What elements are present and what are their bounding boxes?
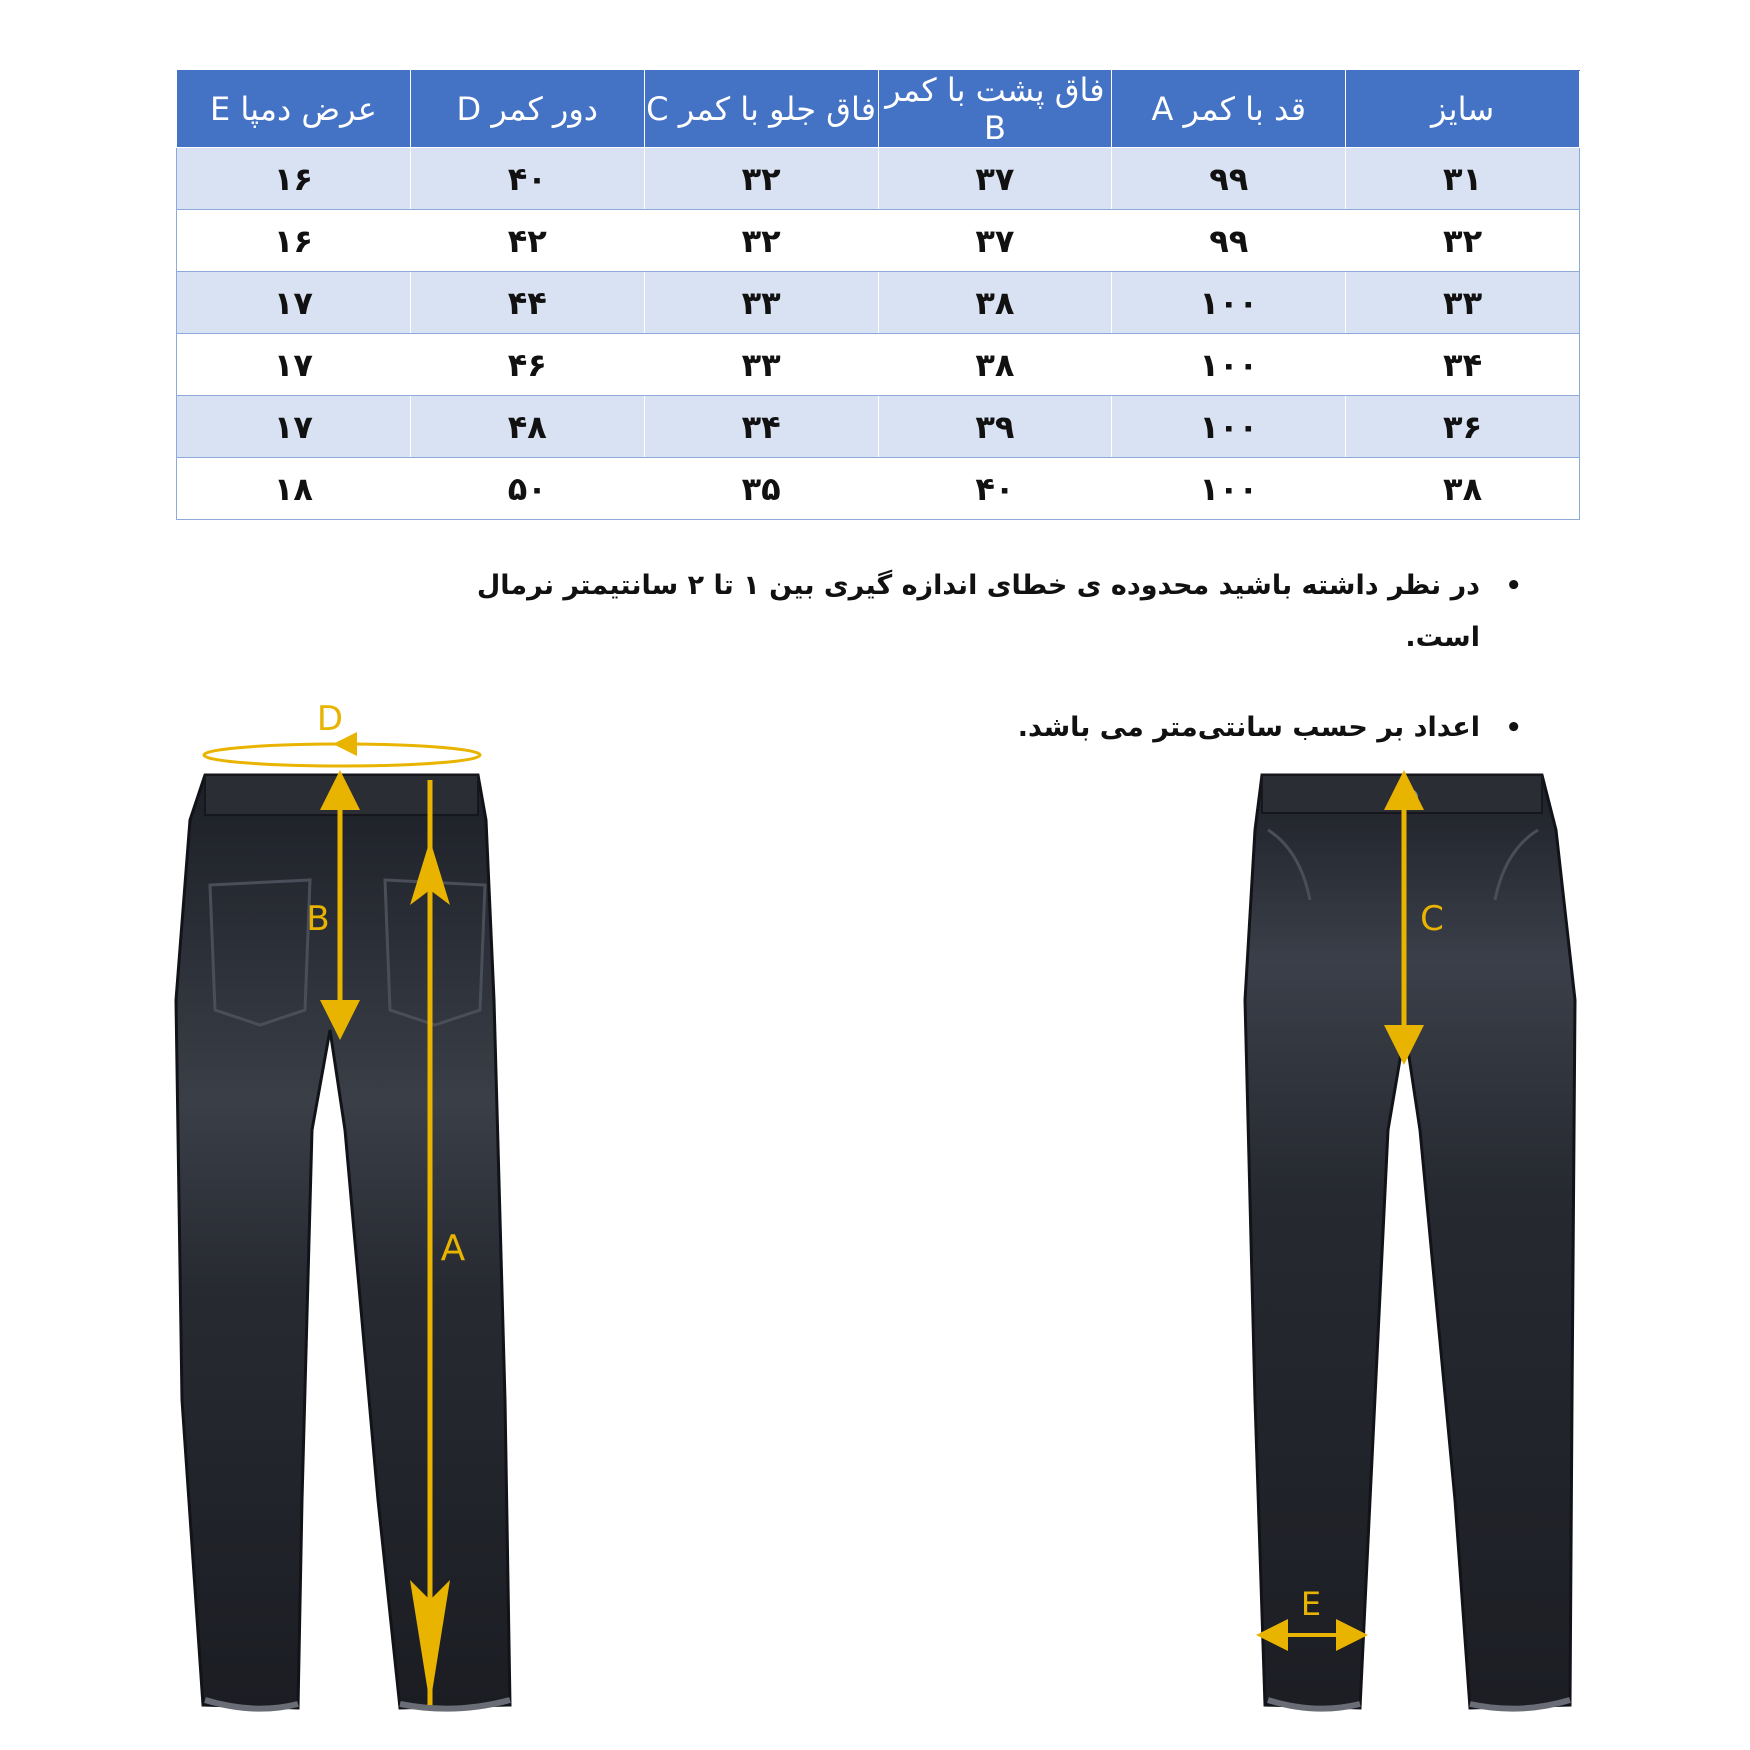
cell-waist: ۵۰ (410, 458, 644, 520)
cell-size: ۳۲ (1346, 210, 1580, 272)
cell-size: ۳۴ (1346, 334, 1580, 396)
cell-length: ۹۹ (1112, 210, 1346, 272)
cell-waist: ۴۴ (410, 272, 644, 334)
header-size: سایز (1346, 71, 1580, 148)
header-waist-d: دور کمر D (410, 71, 644, 148)
cell-hem-width: ۱۶ (177, 210, 411, 272)
waist-measure-ellipse (204, 744, 480, 766)
cell-front-rise: ۳۲ (644, 148, 878, 210)
header-front-rise-c: فاق جلو با کمر C (644, 71, 878, 148)
cell-hem-width: ۱۸ (177, 458, 411, 520)
cell-front-rise: ۳۴ (644, 396, 878, 458)
cell-hem-width: ۱۷ (177, 272, 411, 334)
label-c: C (1420, 899, 1444, 939)
cell-size: ۳۳ (1346, 272, 1580, 334)
cell-length: ۱۰۰ (1112, 272, 1346, 334)
cell-back-rise: ۳۹ (878, 396, 1112, 458)
cell-front-rise: ۳۳ (644, 272, 878, 334)
cell-waist: ۴۲ (410, 210, 644, 272)
cell-length: ۱۰۰ (1112, 396, 1346, 458)
label-d: D (316, 699, 344, 739)
jeans-front-view (1245, 775, 1575, 1709)
cell-back-rise: ۳۷ (878, 148, 1112, 210)
cell-waist: ۴۸ (410, 396, 644, 458)
cell-hem-width: ۱۷ (177, 396, 411, 458)
cell-hem-width: ۱۶ (177, 148, 411, 210)
cell-front-rise: ۳۳ (644, 334, 878, 396)
header-length-a: قد با کمر A (1112, 71, 1346, 148)
note-tolerance: • در نظر داشته باشید محدوده ی خطای اندازه گیری بین ۱ تا ۲ سانتیمتر نرمال است. (430, 560, 1530, 664)
jeans-front-shape (1245, 775, 1575, 1708)
cell-length: ۹۹ (1112, 148, 1346, 210)
cell-waist: ۴۶ (410, 334, 644, 396)
cell-size: ۳۱ (1346, 148, 1580, 210)
header-back-rise-b: فاق پشت با کمر B (878, 71, 1112, 148)
cell-size: ۳۸ (1346, 458, 1580, 520)
header-hem-width-e: عرض دمپا E (177, 71, 411, 148)
label-e: E (1300, 1585, 1322, 1623)
note-units: • اعداد بر حسب سانتی‌متر می باشد. (430, 702, 1530, 754)
label-a: A (440, 1228, 466, 1269)
cell-front-rise: ۳۲ (644, 210, 878, 272)
cell-length: ۱۰۰ (1112, 334, 1346, 396)
cell-hem-width: ۱۷ (177, 334, 411, 396)
cell-back-rise: ۴۰ (878, 458, 1112, 520)
cell-back-rise: ۳۸ (878, 272, 1112, 334)
label-b: B (306, 899, 330, 939)
cell-size: ۳۶ (1346, 396, 1580, 458)
cell-length: ۱۰۰ (1112, 458, 1346, 520)
cell-back-rise: ۳۸ (878, 334, 1112, 396)
cell-waist: ۴۰ (410, 148, 644, 210)
cell-front-rise: ۳۵ (644, 458, 878, 520)
cell-back-rise: ۳۷ (878, 210, 1112, 272)
